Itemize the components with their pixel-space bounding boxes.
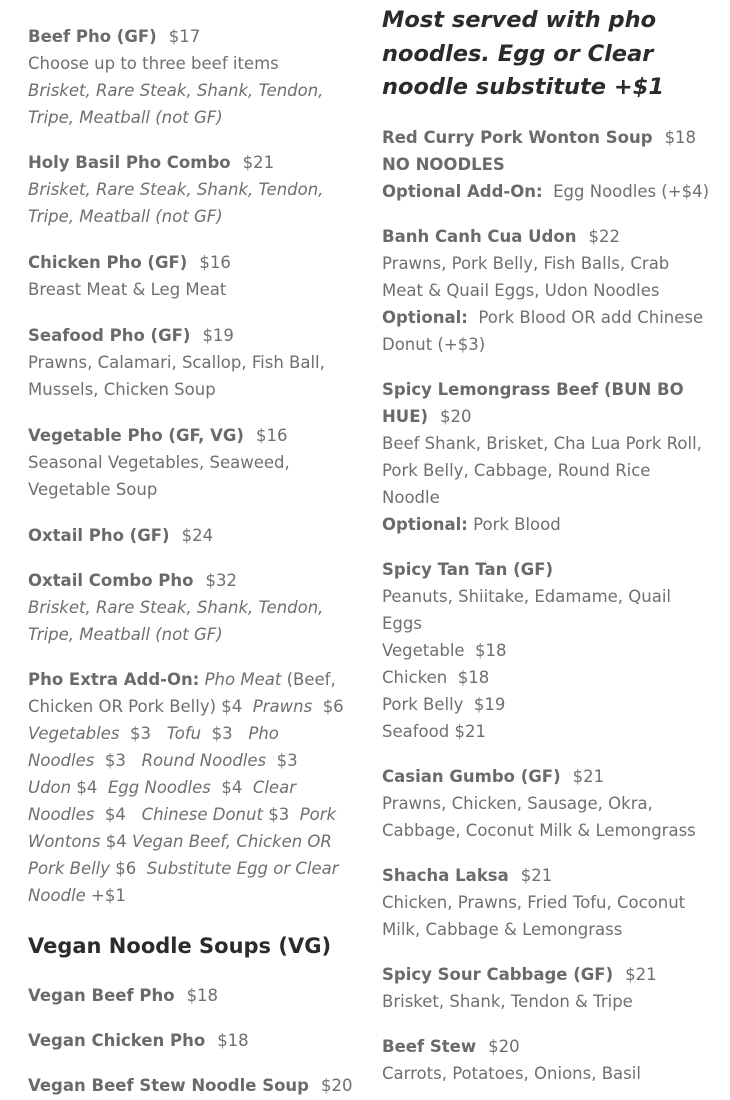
item-name: Beef Pho (GF)	[28, 27, 157, 46]
item-price: $21	[572, 767, 605, 786]
item-name: Spicy Lemongrass Beef (BUN BO	[382, 380, 684, 399]
item-price: $21	[625, 965, 657, 984]
item-name: Spicy Sour Cabbage (GF)	[382, 965, 614, 984]
item-name: Red Curry Pork Wonton Soup	[382, 128, 653, 147]
item-price: $16	[255, 426, 288, 445]
item-price: $18	[217, 1031, 249, 1050]
item-desc: Meat & Quail Eggs, Udon Noodles	[382, 281, 660, 300]
item-desc: Peanuts, Shiitake, Edamame, Quail	[382, 587, 672, 606]
item-desc: Eggs	[382, 614, 422, 633]
item-desc: Pork Belly, Cabbage, Round Rice	[382, 461, 651, 480]
item-name: Vegan Beef Pho	[28, 986, 175, 1005]
vegan-section-heading: Vegan Noodle Soups (VG)	[28, 934, 332, 958]
item-note: NO NOODLES	[382, 155, 505, 174]
item-desc: Mussels, Chicken Soup	[28, 380, 216, 399]
item-desc: Noodle	[382, 488, 440, 507]
menu-item-bun-bo-hue	[382, 376, 722, 538]
item-name: Seafood Pho (GF)	[28, 326, 191, 345]
menu-item-vegetable-pho	[28, 422, 368, 503]
menu-item-banh-canh	[382, 223, 722, 358]
menu-item-beef-stew	[382, 1033, 722, 1087]
item-price: $18	[664, 128, 697, 147]
optional-label: Optional Add-On:	[382, 182, 543, 201]
item-desc: Brisket, Rare Steak, Shank, Tendon,	[28, 81, 324, 100]
item-name: Shacha Laksa	[382, 866, 509, 885]
item-desc: Brisket, Shank, Tendon & Tripe	[382, 992, 633, 1011]
item-name-cont: HUE)	[382, 407, 429, 426]
item-desc: Cabbage, Coconut Milk & Lemongrass	[382, 821, 696, 840]
menu-item-shacha-laksa	[382, 862, 722, 943]
item-desc: Milk, Cabbage & Lemongrass	[382, 920, 623, 939]
optional-text: Pork Blood OR add Chinese	[478, 308, 704, 327]
item-name: Chicken Pho (GF)	[28, 253, 188, 272]
item-price: $16	[199, 253, 231, 272]
item-desc: Seasonal Vegetables, Seaweed,	[28, 453, 290, 472]
item-desc: Brisket, Rare Steak, Shank, Tendon,	[28, 180, 324, 199]
item-desc: Brisket, Rare Steak, Shank, Tendon,	[28, 598, 324, 617]
item-desc: Prawns, Calamari, Scallop, Fish Ball,	[28, 353, 325, 372]
item-desc: Breast Meat & Leg Meat	[28, 280, 227, 299]
item-name: Vegan Chicken Pho	[28, 1031, 206, 1050]
item-price: $21	[242, 153, 275, 172]
noodle-notice: Most served with pho noodles. Egg or Clear noodle substitute +$1	[382, 7, 665, 100]
menu-item-vegan-chicken	[28, 1027, 368, 1054]
item-name: Oxtail Pho (GF)	[28, 526, 170, 545]
menu-item-seafood-pho	[28, 322, 368, 403]
item-price: $32	[205, 571, 237, 590]
item-name: Holy Basil Pho Combo	[28, 153, 231, 172]
item-name: Spicy Tan Tan (GF)	[382, 560, 554, 579]
item-price: $20	[488, 1037, 520, 1056]
item-desc: Tripe, Meatball (not GF)	[28, 108, 223, 127]
menu-item-vegan-stew	[28, 1072, 368, 1099]
item-desc: Tripe, Meatball (not GF)	[28, 625, 223, 644]
item-desc: Carrots, Potatoes, Onions, Basil	[382, 1064, 641, 1083]
menu-item-beef-pho	[28, 23, 368, 131]
menu-item-vegan-beef	[28, 982, 368, 1009]
item-name: Vegetable Pho (GF, VG)	[28, 426, 244, 445]
item-desc: Chicken, Prawns, Fried Tofu, Coconut	[382, 893, 686, 912]
optional-text: Pork Blood	[473, 515, 561, 534]
menu-item-oxtail-pho	[28, 522, 368, 549]
menu-item-casian-gumbo	[382, 763, 722, 844]
item-name: Banh Canh Cua Udon	[382, 227, 577, 246]
item-price: $20	[320, 1076, 353, 1095]
price-option: Vegetable $18	[382, 641, 507, 660]
item-price: $20	[440, 407, 472, 426]
item-desc: Beef Shank, Brisket, Cha Lua Pork Roll,	[382, 434, 702, 453]
menu-item-oxtail-combo	[28, 567, 368, 648]
optional-text: Egg Noodles (+$4)	[553, 182, 710, 201]
optional-label: Optional:	[382, 515, 468, 534]
item-price: $19	[202, 326, 234, 345]
optional-label: Optional:	[382, 308, 468, 327]
menu-item-holy-basil	[28, 149, 368, 230]
item-name: Vegan Beef Stew Noodle Soup	[28, 1076, 309, 1095]
pho-extra-add-on: Pho Extra Add-On: Pho Meat (Beef, Chicken OR Pork Belly) $4 Prawns $6 Vegetables $3 Tofu $3 Pho Noodles $3 Round Noodles $3 Udon $4 Egg Noodles $4 Clear Noodles $4 Chinese Donut $3 Pork Wontons $4 Vegan Beef, Chicken OR Pork Belly $6 Substitute Egg or Clear Noodle +$1	[28, 670, 344, 905]
price-option: Pork Belly $19	[382, 695, 506, 714]
menu-item-spicy-sour-cabbage	[382, 961, 722, 1015]
item-price: $18	[186, 986, 219, 1005]
item-name: Oxtail Combo Pho	[28, 571, 194, 590]
item-name: Casian Gumbo (GF)	[382, 767, 561, 786]
price-option: Chicken $18	[382, 668, 490, 687]
item-price: $21	[520, 866, 553, 885]
item-price: $24	[181, 526, 214, 545]
item-desc: Prawns, Chicken, Sausage, Okra,	[382, 794, 653, 813]
item-note: Choose up to three beef items	[28, 54, 279, 73]
menu-item-chicken-pho	[28, 249, 368, 303]
item-name: Beef Stew	[382, 1037, 477, 1056]
menu-item-red-curry-wonton	[382, 124, 722, 205]
item-desc: Donut (+$3)	[382, 335, 486, 354]
menu-item-spicy-tan-tan	[382, 556, 722, 745]
item-price: $17	[168, 27, 201, 46]
price-option: Seafood $21	[382, 722, 486, 741]
item-desc: Vegetable Soup	[28, 480, 158, 499]
item-desc: Prawns, Pork Belly, Fish Balls, Crab	[382, 254, 670, 273]
item-desc: Tripe, Meatball (not GF)	[28, 207, 223, 226]
item-price: $22	[588, 227, 620, 246]
add-on-label: Pho Extra Add-On:	[28, 670, 200, 689]
